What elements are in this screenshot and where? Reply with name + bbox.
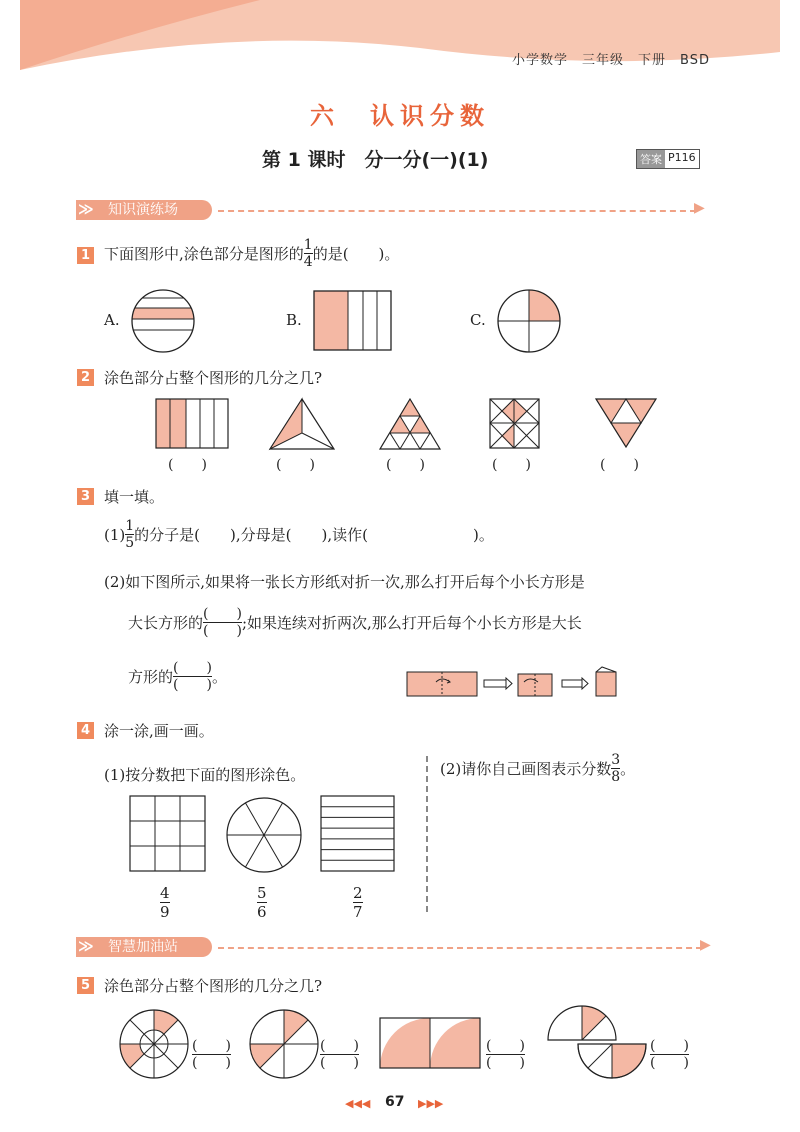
answer-blank[interactable]: ( ): [492, 457, 531, 473]
paper-folding-diagram: [406, 666, 620, 700]
fraction-label: 5 6: [257, 884, 267, 921]
section-label: 知识演练场: [76, 200, 212, 220]
answer-page: P116: [668, 151, 696, 164]
dashed-line: [218, 947, 702, 949]
fraction-blank[interactable]: ( ) ( ): [320, 1038, 359, 1071]
answer-blank[interactable]: ( ): [600, 457, 639, 473]
header-text: 小学数学 三年级 下册 BSD: [512, 53, 710, 68]
fraction-blank[interactable]: $\frac{( )}{( )}$: [173, 660, 212, 693]
unit-title: 六 认识分数: [310, 102, 490, 130]
footer-left-arrows: ◀◀◀: [345, 1097, 371, 1110]
q3-part2-line3: 方形的 $\frac{( )}{( )}$ 。: [128, 660, 227, 693]
option-c-label: C.: [470, 311, 486, 329]
answer-badge[interactable]: [636, 149, 700, 169]
question-number: 2: [77, 369, 94, 386]
fraction-blank[interactable]: ( ) ( ): [192, 1038, 231, 1071]
q2-figure-triangle-grid: [378, 397, 442, 451]
footer-right-arrows: ▶▶▶: [418, 1097, 444, 1110]
question-number: 3: [77, 488, 94, 505]
q4-part2: (2)请你自己画图表示分数 $\frac{3}{8}$ 。: [440, 752, 636, 785]
question-text: 涂色部分占整个图形的几分之几?: [104, 977, 323, 995]
answer-label: 答案: [637, 150, 665, 168]
question-text: 涂色部分占整个图形的几分之几?: [104, 369, 323, 387]
option-c-figure[interactable]: [496, 288, 562, 354]
answer-blank[interactable]: ( ): [276, 457, 315, 473]
line-arrow-icon: ▶: [700, 937, 711, 953]
q3-part2-line2: 大长方形的 $\frac{( )}{( )}$ ;如果连续对折两次,那么打开后每个小长方形是大长: [128, 606, 582, 639]
rect-7-strips[interactable]: [320, 795, 396, 873]
question-text: 涂一涂,画一画。: [104, 722, 214, 740]
q2-figure-rect: [155, 398, 229, 450]
question-text: 填一填。: [104, 488, 165, 506]
question-number: 1: [77, 247, 94, 264]
question-number: 5: [77, 977, 94, 994]
option-b-label: B.: [286, 311, 302, 329]
fraction-blank[interactable]: ( ) ( ): [486, 1038, 525, 1071]
fraction-blank[interactable]: $\frac{( )}{( )}$: [203, 606, 242, 639]
page-number: 67: [385, 1094, 405, 1110]
question-number: 4: [77, 722, 94, 739]
arrow-icon: ≫: [78, 200, 94, 218]
q5-figure-arc-rect: [378, 1014, 482, 1070]
answer-blank[interactable]: ( ): [168, 457, 207, 473]
fraction-blank[interactable]: ( ) ( ): [650, 1038, 689, 1071]
question-text: 下面图形中,涂色部分是图形的 $\frac{1}{4}$ 的是( )。: [104, 237, 400, 270]
q3-part2-line1: (2)如下图所示,如果将一张长方形纸对折一次,那么打开后每个小长方形是: [104, 573, 585, 591]
option-b-figure[interactable]: [313, 290, 393, 352]
header-band: [0, 0, 800, 80]
fraction: $\frac{1}{5}$: [125, 518, 135, 551]
q5-figure-circle-segments: [248, 1008, 320, 1080]
q5-figure-offset-semicircles: [546, 1004, 650, 1080]
circle-6-parts[interactable]: [225, 796, 303, 874]
line-arrow-icon: ▶: [694, 200, 705, 216]
section-banner-2: [76, 937, 712, 959]
option-a-label: A.: [104, 311, 120, 329]
q2-figure-triangle: [268, 397, 336, 451]
section-banner-1: [76, 200, 706, 222]
lesson-title: 第 1 课时 分一分(一)(1): [262, 149, 489, 171]
divider: [426, 756, 428, 912]
fraction: $\frac{1}{4}$: [303, 237, 313, 270]
answer-blank[interactable]: ( ): [386, 457, 425, 473]
dashed-line: [218, 210, 696, 212]
q2-figure-square: [489, 398, 541, 450]
q2-figure-inverted-triangle: [594, 397, 658, 449]
q4-part1: (1)按分数把下面的图形涂色。: [104, 766, 306, 784]
fraction-label: 2 7: [353, 884, 363, 921]
grid-3x3[interactable]: [129, 795, 207, 873]
section-label: 智慧加油站: [76, 937, 212, 957]
fraction-label: 4 9: [160, 884, 170, 921]
q3-part1: (1) $\frac{1}{5}$ 的分子是( ),分母是( ),读作( )。: [104, 518, 494, 551]
arrow-icon: ≫: [78, 937, 94, 955]
option-a-figure[interactable]: [130, 288, 198, 354]
q5-figure-concentric-circle: [118, 1008, 190, 1080]
fraction: $\frac{3}{8}$: [611, 752, 621, 785]
